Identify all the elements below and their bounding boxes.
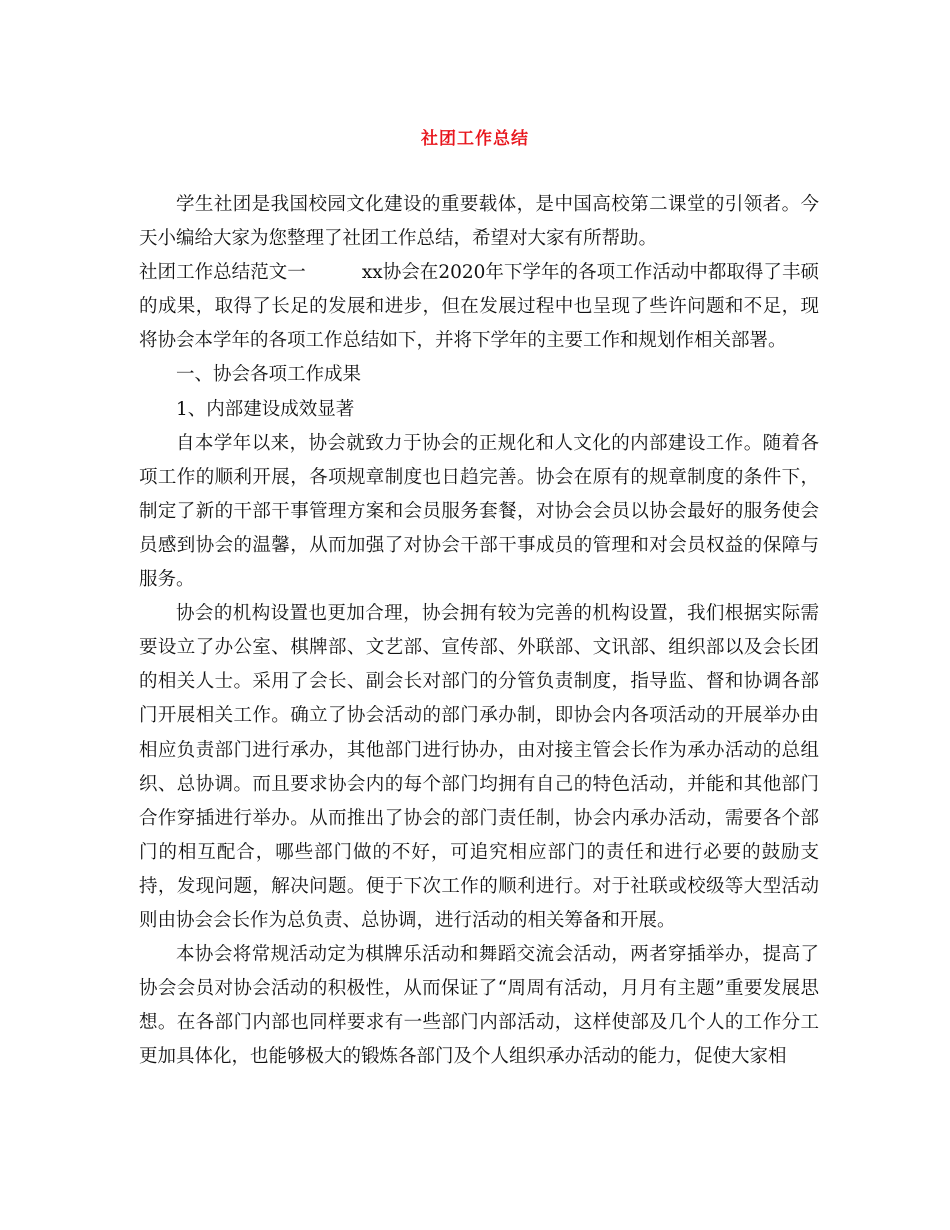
body-paragraph-1: 自本学年以来，协会就致力于协会的正规化和人文化的内部建设工作。随着各项工作的顺利开展，各项规章制度也日趋完善。协会在原有的规章制度的条件下，制定了新的干部干事管理方案和会员服务套餐，对协会会员以协会最好的服务使会员感到协会的温馨，从而加强了对协会干部干事成员的管理和对会员权益的保障与服务。 (139, 432, 819, 591)
section-heading: 一、协会各项工作成果 (176, 364, 362, 386)
sample-paragraph (139, 256, 819, 358)
body-paragraph-2: 协会的机构设置也更加合理，协会拥有较为完善的机构设置，我们根据实际需要设立了办公室、棋牌部、文艺部、宣传部、外联部、文讯部、组织部以及会长团的相关人士。采用了会长、副会长对部门的分管负责制度，指导监、督和协调各部门开展相关工作。确立了协会活动的部门承办制，即协会内各项活动的开展举办由相应负责部门进行承办，其他部门进行协办，由对接主管会长作为承办活动的总组织、总协调。而且要求协会内的每个部门均拥有自己的特色活动，并能和其他部门合作穿插进行举办。从而推出了协会的部门责任制，协会内承办活动，需要各个部门的相互配合，哪些部门做的不好，可追究相应部门的责任和进行必要的鼓励支持，发现问题，解决问题。便于下次工作的顺利进行。对于社联或校级等大型活动则由协会会长作为总负责、总协调，进行活动的相关筹备和开展。 (139, 603, 819, 931)
body-paragraph-3: 本协会将常规活动定为棋牌乐活动和舞蹈交流会活动，两者穿插举办，提高了协会会员对协会活动的积极性，从而保证了“周周有活动，月月有主题”重要发展思想。在各部门内部也同样要求有一些部门内部活动，这样使部及几个人的工作分工更加具体化，也能够极大的锻炼各部门及个人组织承办活动的能力，促使大家相 (139, 944, 819, 1068)
intro-paragraph: 学生社团是我国校园文化建设的重要载体，是中国高校第二课堂的引领者。今天小编给大家为您整理了社团工作总结，希望对大家有所帮助。 (139, 194, 819, 250)
document-title: 社团工作总结 (421, 129, 529, 149)
subsection-heading: 1、内部建设成效显著 (176, 398, 355, 420)
sample-intro: xx协会在2020年下学年的各项工作活动中都取得了丰硕的成果，取得了长足的发展和进步，但在发展过程中也呈现了些许问题和不足，现将协会本学年的各项工作总结如下，并将下学年的主要工作和规划作相关部署。 (139, 262, 819, 352)
sample-heading: 社团工作总结范文一 (139, 262, 306, 284)
document-body (139, 188, 819, 1074)
